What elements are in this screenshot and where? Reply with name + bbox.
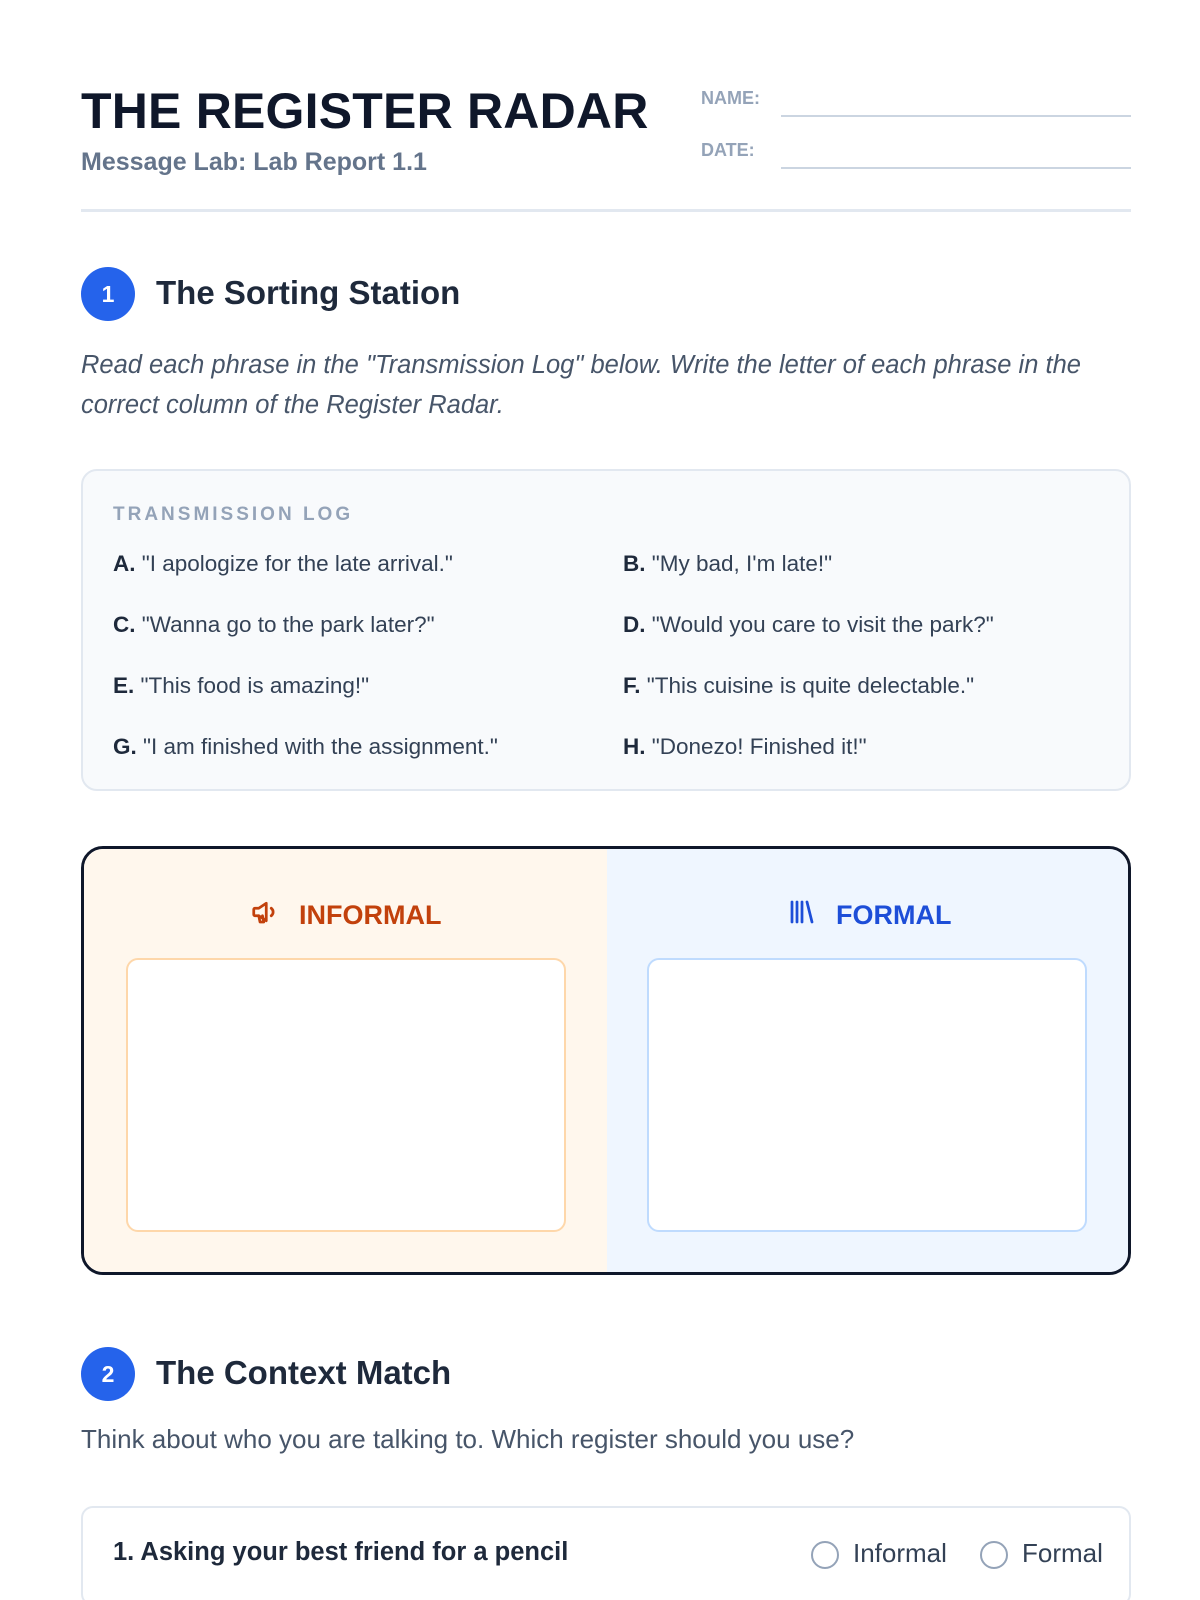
section-2-title: The Context Match [156,1354,452,1391]
library-icon [787,897,817,934]
log-item-b: B. "My bad, I'm late!" [623,551,833,576]
formal-label: FORMAL [836,900,952,930]
formal-answer-box[interactable] [647,958,1087,1232]
log-item-c: C. "Wanna go to the park later?" [113,612,435,637]
transmission-log [81,469,1131,791]
informal-heading [84,897,607,934]
section-1-instructions: Read each phrase in the "Transmission Log" below. Write the letter of each phrase in the correct column of the Register Radar. [81,351,1081,419]
radio-informal[interactable] [811,1541,839,1569]
date-label: DATE: [701,140,755,160]
section-1-title: The Sorting Station [156,274,461,311]
log-item-d: D. "Would you care to visit the park?" [623,612,994,637]
log-item-f: F. "This cuisine is quite delectable." [623,673,975,698]
informal-column [84,849,607,1272]
informal-answer-box[interactable] [126,958,566,1232]
page-subtitle: Message Lab: Lab Report 1.1 [81,148,427,176]
section-1-badge: 1 [81,267,135,321]
log-item-a: A. "I apologize for the late arrival." [113,551,453,576]
name-field[interactable] [781,115,1131,117]
register-radar [81,846,1131,1275]
radio-formal[interactable] [980,1541,1008,1569]
transmission-log-title: TRANSMISSION LOG [113,504,354,525]
informal-label: INFORMAL [299,900,442,930]
section-2-badge: 2 [81,1347,135,1401]
formal-heading [607,897,1131,934]
question-card [81,1506,1131,1600]
section-2-instructions: Think about who you are talking to. Which register should you use? [81,1424,855,1454]
formal-column [607,849,1131,1272]
name-label: NAME: [701,88,760,108]
log-item-h: H. "Donezo! Finished it!" [623,734,867,759]
page-title: THE REGISTER RADAR [81,83,649,139]
radio-informal-label[interactable]: Informal [853,1538,947,1568]
log-item-g: G. "I am finished with the assignment." [113,734,498,759]
question-text: 1. Asking your best friend for a pencil [113,1538,569,1566]
date-field[interactable] [781,167,1131,169]
megaphone-icon [250,897,280,934]
log-item-e: E. "This food is amazing!" [113,673,370,698]
radio-formal-label[interactable]: Formal [1022,1538,1103,1568]
worksheet-header [81,82,1131,212]
